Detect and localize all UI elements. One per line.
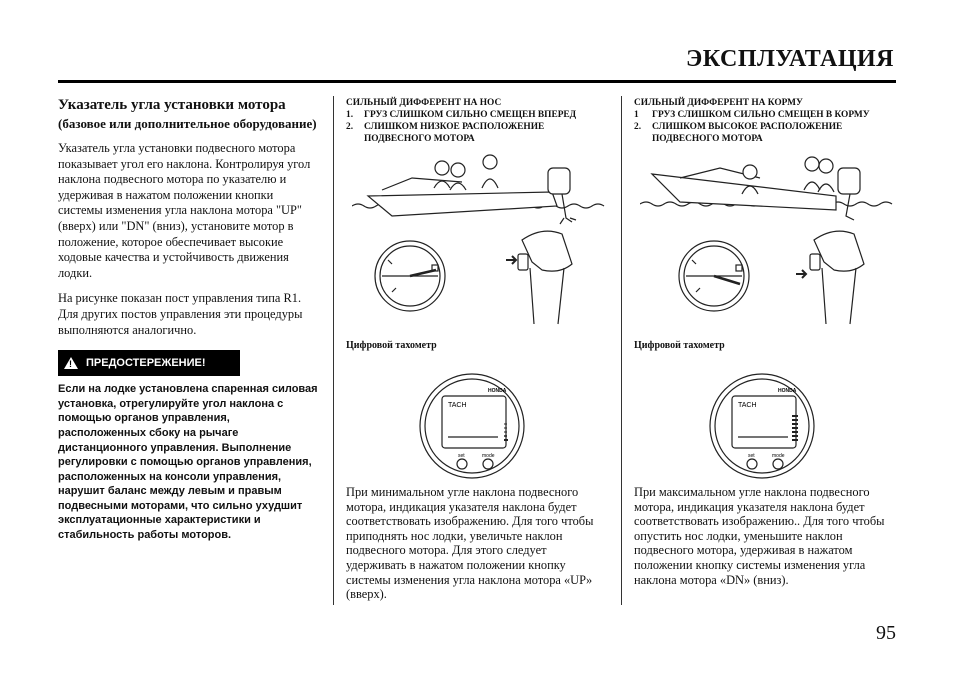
outboard-motor-icon — [548, 168, 570, 194]
bow-down-illustration — [352, 148, 610, 328]
column-divider — [621, 96, 622, 605]
tach-mode: mode — [482, 453, 495, 459]
caption-title: СИЛЬНЫЙ ДИФФЕРЕНТ НА НОС — [346, 98, 502, 108]
mode-button-icon — [773, 459, 783, 469]
tach-brand: HONDA — [488, 388, 507, 394]
stern-down-illustration — [640, 148, 898, 328]
warning-text: Если на лодке установлена спаренная силовая установка, отрегулируйте угол наклона с помощью органов управления, расположенных сбоку на рычаге дистанционного управления. Выполнение регулировки с помощью органов управления, расположенных на консоли управления, нарушит баланс между левым и правым подвесными моторами, что сильно ухудшит эксплуатационные характеристики и стабильность работы моторов. — [58, 383, 318, 542]
digital-tachometer-min — [418, 372, 526, 480]
tach-label: Цифровой тахометр — [634, 340, 725, 351]
tach-set: set — [748, 453, 755, 459]
caption-item: 1 ГРУЗ СЛИШКОМ СИЛЬНО СМЕЩЕН В КОРМУ — [634, 110, 870, 120]
caption-item: 2. СЛИШКОМ ВЫСОКОЕ РАСПОЛОЖЕНИЕ ПОДВЕСНОГО МОТОРА — [634, 122, 843, 144]
warning-badge — [58, 350, 240, 376]
mode-button-icon — [483, 459, 493, 469]
tach-brand: HONDA — [778, 388, 797, 394]
tach-word: TACH — [738, 402, 757, 409]
tach-set: set — [458, 453, 465, 459]
right-paragraph: При максимальном угле наклона подвесного мотора, индикация указателя наклона будет соответствовать изображению.. Для того чтобы опустить нос лодки, уменьшите наклон подвесного мотора, удерживая в нажатом положении кнопку системы изменения угла наклона мотора «DN» (вниз). — [634, 485, 885, 587]
tach-mode: mode — [772, 453, 785, 459]
outboard-motor-icon — [838, 168, 860, 194]
set-button-icon — [747, 459, 757, 469]
section-subtitle: (базовое или дополнительное оборудование) — [58, 116, 317, 131]
page-number: 95 — [876, 622, 896, 644]
tach-label: Цифровой тахометр — [346, 340, 437, 351]
figure-caption — [346, 97, 608, 145]
digital-tachometer-max — [708, 372, 816, 480]
page-header-title: ЭКСПЛУАТАЦИЯ — [685, 46, 894, 72]
right-column — [634, 97, 896, 145]
section-title: Указатель угла установки мотора — [58, 97, 286, 113]
left-column — [58, 97, 320, 543]
intro-paragraph: Указатель угла установки подвесного мотора показывает угол его наклона. Контролируя угол наклона подвесного мотора по указателю и удерживая в нажатом положении кнопки системы изменения угла наклона мотора "UP" (вверх) или "DN" (вниз), установите мотор в положение, которое обеспечивает высокие ходовые качества и устойчивость движения лодки. — [58, 141, 311, 280]
warning-label: ПРЕДОСТЕРЕЖЕНИЕ! — [86, 357, 206, 370]
station-paragraph: На рисунке показан пост управления типа R1. Для других постов управления эти процедуры выполняются аналогично. — [58, 291, 303, 337]
middle-column — [346, 97, 608, 145]
caption-item: 1. ГРУЗ СЛИШКОМ СИЛЬНО СМЕЩЕН ВПЕРЕД — [346, 110, 577, 120]
control-lever-icon — [522, 231, 572, 271]
middle-paragraph: При минимальном угле наклона подвесного мотора, индикация указателя наклона будет соответствовать изображению. Для того чтобы приподнять нос лодки, увеличьте наклон подвесного мотора. Для этого следует удерживать в нажатом положении кнопку системы изменения угла наклона мотора «UP» (вверх). — [346, 485, 594, 602]
caption-item: 2. СЛИШКОМ НИЗКОЕ РАСПОЛОЖЕНИЕ ПОДВЕСНОГО МОТОРА — [346, 122, 545, 144]
boat-hull-icon — [652, 174, 836, 210]
warning-icon: ! — [64, 357, 78, 369]
boat-hull-icon — [368, 192, 557, 216]
set-button-icon — [457, 459, 467, 469]
control-lever-icon — [814, 231, 864, 271]
tach-word: TACH — [448, 402, 467, 409]
caption-title: СИЛЬНЫЙ ДИФФЕРЕНТ НА КОРМУ — [634, 98, 803, 108]
header-rule — [58, 80, 896, 83]
figure-caption — [634, 97, 896, 145]
column-divider — [333, 96, 334, 605]
